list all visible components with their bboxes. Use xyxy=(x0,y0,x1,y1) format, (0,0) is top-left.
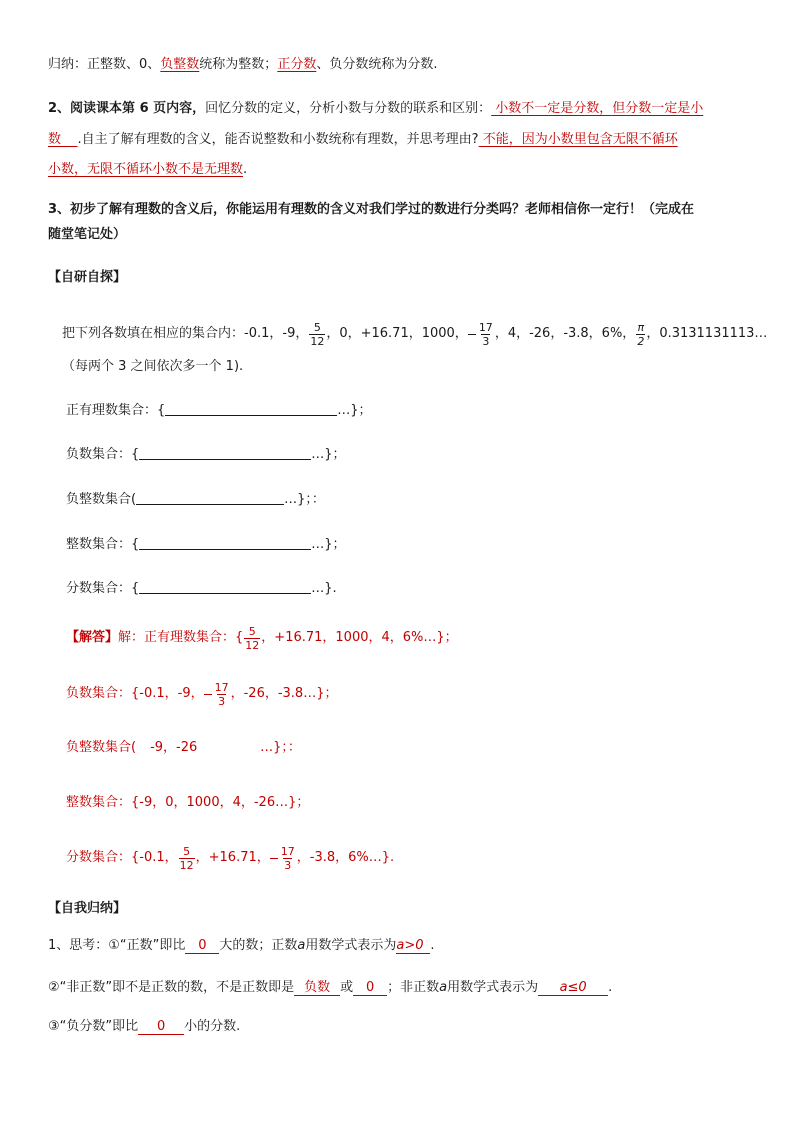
summary-answer-2: 正分数 xyxy=(277,57,317,72)
fraction-neg-17-3: $\frac{17}{3}$ xyxy=(468,321,495,348)
number-list-3: ，4，-26，-3.8，6%， xyxy=(494,326,636,341)
q2-text-1: 回忆分数的定义，分析小数与分数的联系和区别： xyxy=(205,101,492,116)
answer-blank[interactable] xyxy=(139,536,311,550)
fraction-5-12: $\frac{5}{12}$ xyxy=(310,320,325,348)
answer-tag: 【解答】 xyxy=(66,630,119,645)
q2-answer-1-cont: 数 xyxy=(48,132,78,147)
fraction-5-12: $\frac{5}{12}$ xyxy=(179,844,194,872)
answer-blank: 0 xyxy=(353,980,387,996)
answer-blank[interactable] xyxy=(139,446,311,460)
summary-suffix: 、负分数统称为分数. xyxy=(316,57,438,72)
fraction-neg-17-3: $\frac{17}{3}$ xyxy=(270,845,297,872)
answer-fraction: 分数集合：{-0.1， $\frac{5}{12}$ ，+16.71， $\frac{17}{3}$ ，-3.8，6%…}. xyxy=(66,844,395,872)
q2-line-1 xyxy=(48,100,703,118)
set-integer: 整数集合：{ …}； xyxy=(66,537,346,552)
think-line-3: ③“负分数”即比 0 小的分数. xyxy=(48,1019,241,1034)
answer-blank[interactable] xyxy=(165,402,337,416)
minus-sign xyxy=(270,858,278,859)
q2-line-3 xyxy=(48,161,247,179)
q2-heading: 2、阅读课本第 6 页内容， xyxy=(48,101,206,116)
summary-answer-1: 负整数 xyxy=(160,57,200,72)
minus-sign xyxy=(468,334,476,335)
summary-prefix: 归纳：正整数、0、 xyxy=(48,57,161,72)
set-negative-integer: 负整数集合( …}；： xyxy=(66,492,325,507)
q2-text-2: .自主了解有理数的含义，能否说整数和小数统称有理数，并思考理由? xyxy=(77,132,479,147)
answer-integer: 整数集合：{-9，0，1000，4，-26…}； xyxy=(66,795,310,810)
q2-line-2 xyxy=(48,131,678,149)
section-title-self-summary: 【自我归纳】 xyxy=(48,901,127,916)
summary-mid: 统称为整数； xyxy=(199,57,278,72)
think-line-2: ②“非正数”即不是正数的数，不是正数即是 负数 或 0 ；非正数a用数学式表示为 a≤0 . xyxy=(48,980,613,995)
think-line-1: 1、思考：①“正数”即比 0 大的数；正数a用数学式表示为a>0 . xyxy=(48,938,435,953)
answer-blank[interactable] xyxy=(139,580,311,594)
summary-line xyxy=(48,56,437,74)
answer-blank: a>0 xyxy=(396,938,430,954)
answer-blank: a≤0 xyxy=(538,980,608,996)
fraction-pi-2: $\frac{\pi}{2}$ xyxy=(637,320,645,348)
q2-answer-1: 小数不一定是分数，但分数一定是小 xyxy=(491,101,704,116)
exercise-note: （每两个 3 之间依次多一个 1). xyxy=(62,359,244,374)
set-negative: 负数集合：{ …}； xyxy=(66,447,346,462)
number-list-1: -0.1，-9， xyxy=(244,326,309,341)
answer-blank: 0 xyxy=(138,1019,184,1035)
exercise-prompt xyxy=(62,314,767,354)
answer-blank: 0 xyxy=(185,938,219,954)
answer-blank[interactable] xyxy=(136,491,284,505)
q3-line-1: 3、初步了解有理数的含义后，你能运用有理数的含义对我们学过的数进行分类吗？老师相信你一定行！（完成在 xyxy=(48,202,695,217)
set-positive-rational: 正有理数集合：{ …}； xyxy=(66,403,372,418)
section-title-self-study: 【自研自探】 xyxy=(48,270,127,285)
fraction-neg-17-3: $\frac{17}{3}$ xyxy=(204,681,231,708)
set-fraction: 分数集合：{ …}. xyxy=(66,581,337,596)
answer-negative: 负数集合：{-0.1，-9， $\frac{17}{3}$ ，-26，-3.8…}； xyxy=(66,680,338,708)
answer-negative-integer: 负整数集合( -9，-26 …}；： xyxy=(66,740,301,755)
q2-end: . xyxy=(243,162,248,177)
number-list-2: ，0，+16.71，1000， xyxy=(326,326,468,341)
minus-sign xyxy=(204,694,212,695)
fraction-5-12: $\frac{5}{12}$ xyxy=(245,624,260,652)
q2-answer-2-cont: 小数，无限不循环小数不是无理数 xyxy=(48,162,244,177)
exercise-prompt-text: 把下列各数填在相应的集合内： xyxy=(62,326,245,341)
number-list-4: ，0.3131131113… xyxy=(646,326,768,341)
answer-positive-rational: 【解答】 解：正有理数集合：{ $\frac{5}{12}$ ，+16.71，1000，4，6%…}； xyxy=(66,624,458,652)
q2-answer-2: 不能，因为小数里包含无限不循环 xyxy=(478,132,678,147)
q3-line-2: 随堂笔记处） xyxy=(48,227,127,242)
answer-blank: 负数 xyxy=(294,980,340,996)
